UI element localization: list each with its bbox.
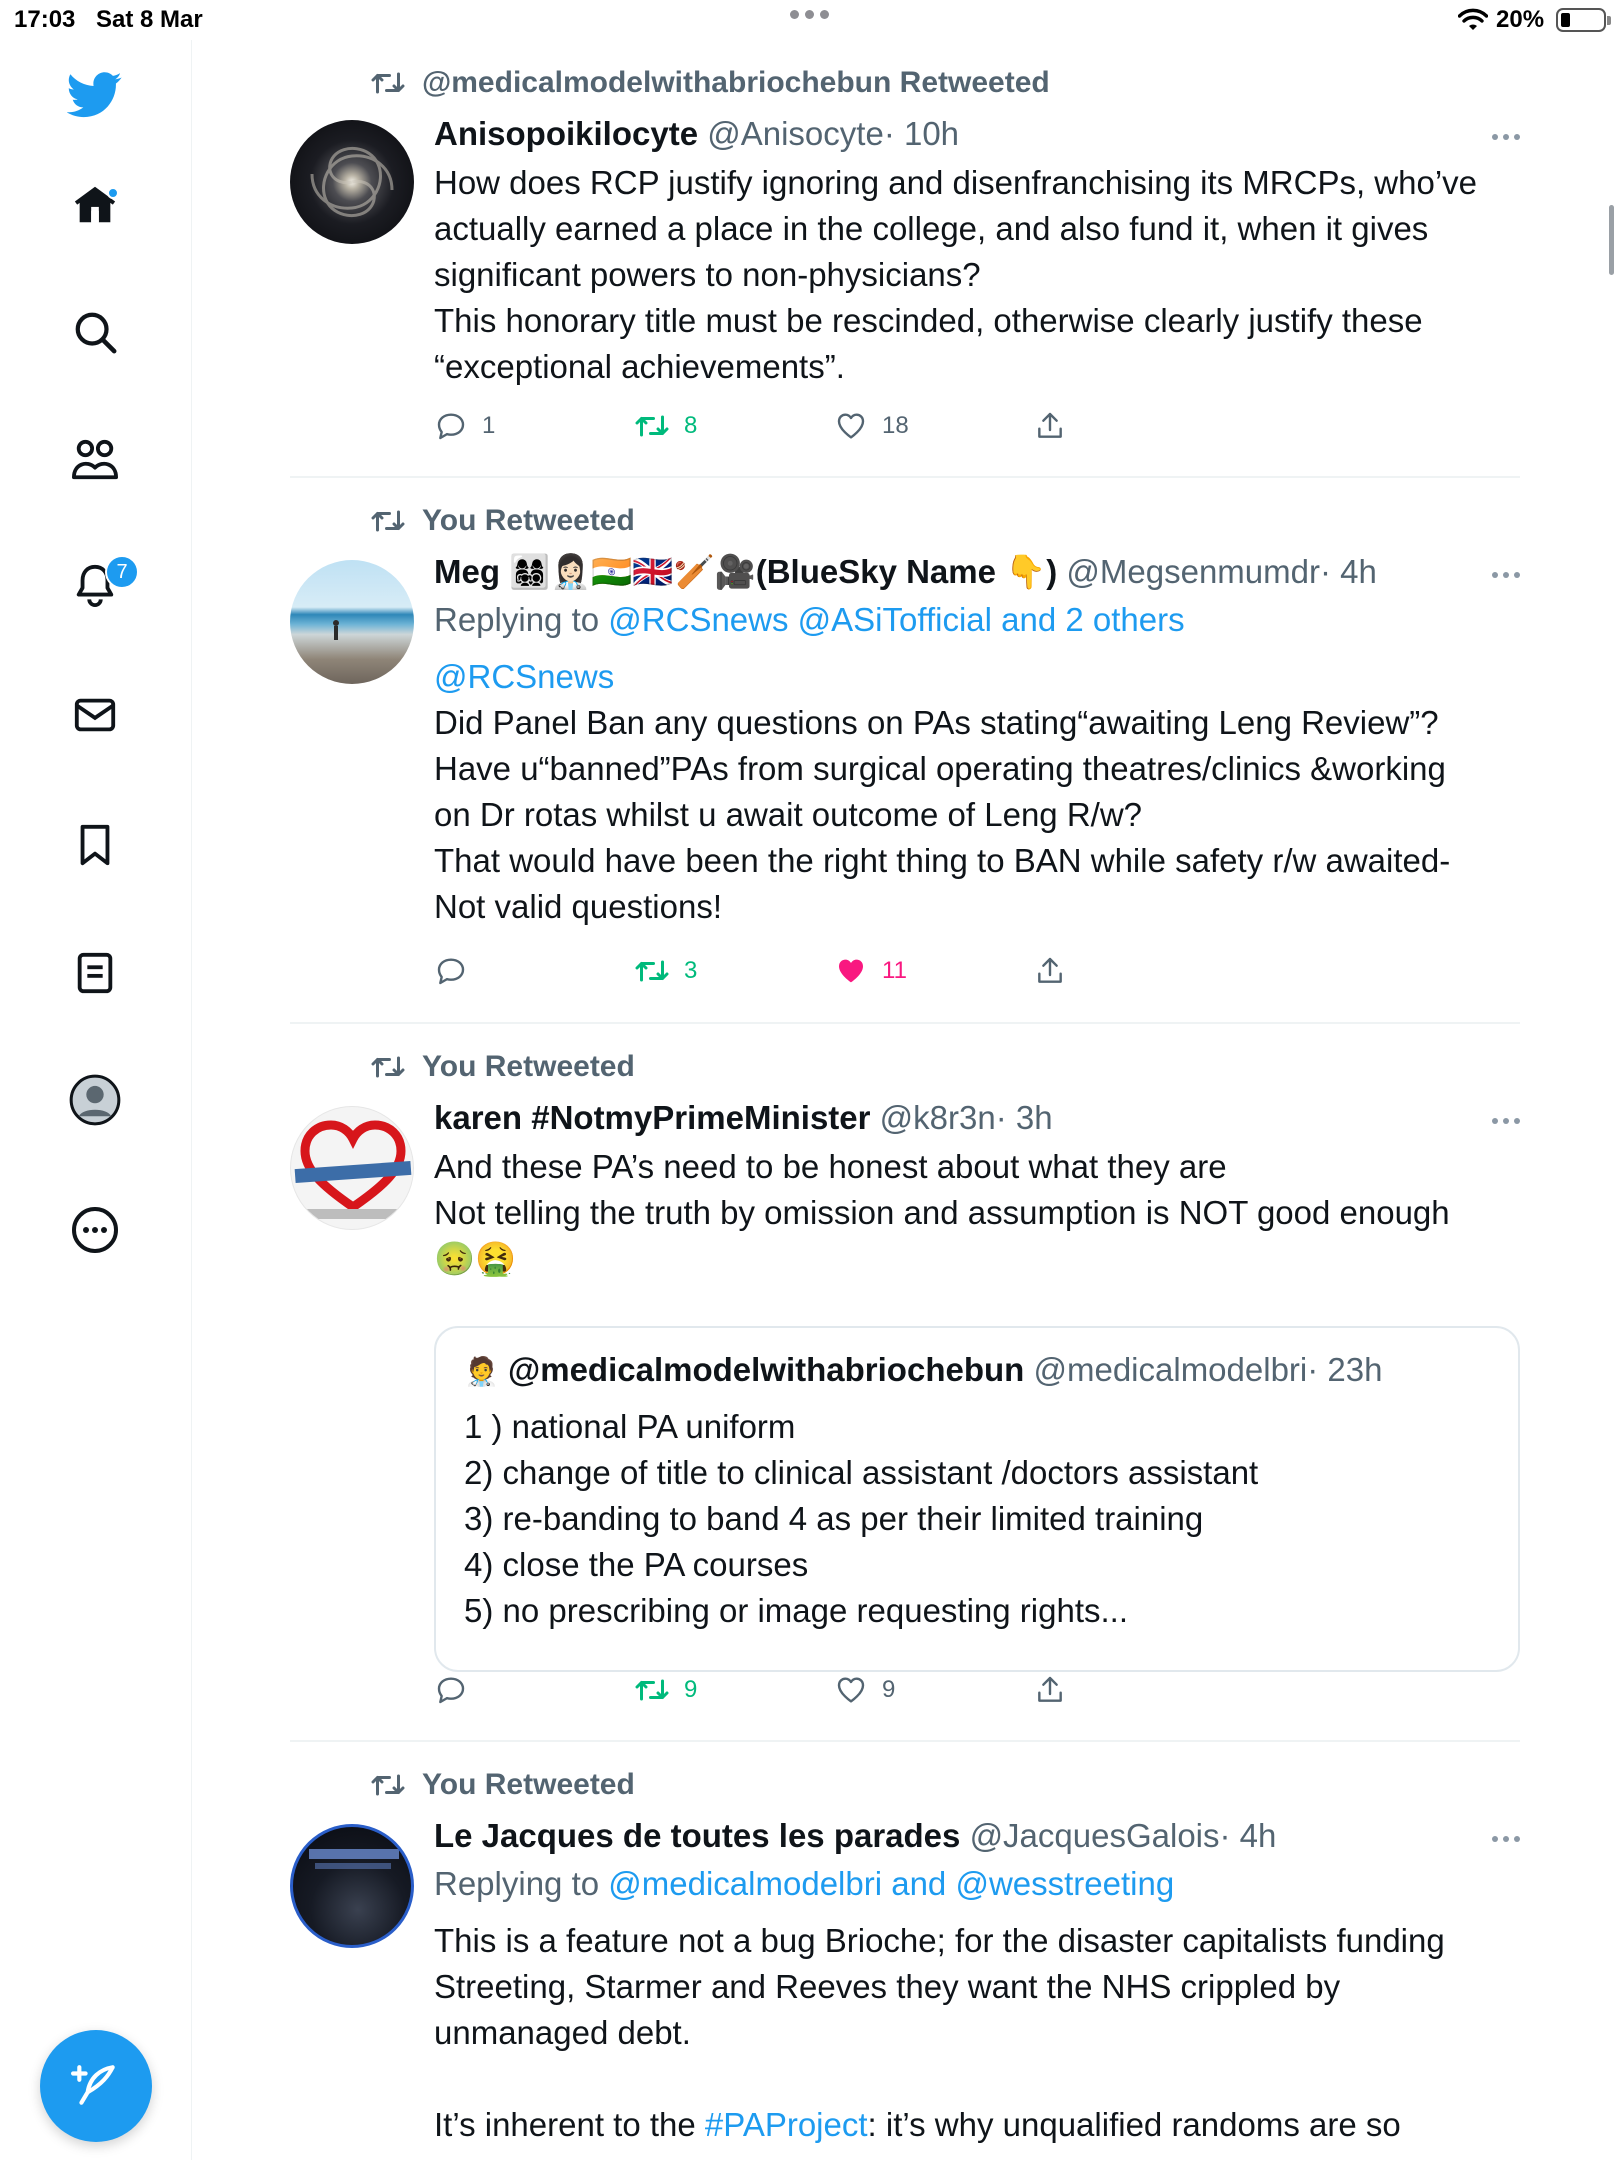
- quoted-text-line: 2) change of title to clinical assistant /doctors assistant: [464, 1454, 1259, 1491]
- battery-icon: [1556, 8, 1606, 32]
- status-date: Sat 8 Mar: [96, 6, 203, 33]
- avatar[interactable]: [290, 1106, 414, 1230]
- avatar[interactable]: [290, 560, 414, 684]
- like-button[interactable]: [834, 410, 1034, 442]
- more-options-button[interactable]: [1480, 572, 1520, 578]
- retweet-button[interactable]: [634, 410, 834, 442]
- sidebar: [0, 40, 192, 2160]
- like-count: 18: [882, 412, 909, 439]
- retweet-context-label: You Retweeted: [422, 1768, 635, 1801]
- like-button[interactable]: [834, 955, 1034, 987]
- retweet-context: [370, 1050, 635, 1084]
- like-count: 11: [882, 957, 907, 984]
- text-segment: It’s inherent to the: [434, 2106, 705, 2143]
- reply-icon: [434, 955, 468, 987]
- quoted-tweet-text: [464, 1404, 1490, 1634]
- quoted-text-line: 1 ) national PA uniform: [464, 1408, 796, 1445]
- tweet-text: [434, 654, 1520, 930]
- tweet-header: [434, 1098, 1520, 1138]
- dark-screen-avatar-image: [293, 1827, 414, 1948]
- timeline-feed: [192, 40, 1590, 2160]
- quoted-handle: @medicalmodelbri: [1033, 1351, 1308, 1388]
- replying-to: [434, 1862, 1520, 1906]
- timestamp[interactable]: · 3h: [995, 1099, 1053, 1136]
- tweet-emoji-line: 🤢🤮: [434, 1240, 517, 1277]
- more-options-button[interactable]: [1480, 1836, 1520, 1842]
- lists-icon[interactable]: [65, 943, 125, 1003]
- display-name[interactable]: Anisopoikilocyte: [434, 115, 699, 152]
- handle[interactable]: @k8r3n: [879, 1099, 996, 1136]
- more-options-button[interactable]: [1480, 1118, 1520, 1124]
- reply-button[interactable]: [434, 410, 634, 442]
- reply-count: 1: [482, 412, 496, 439]
- tweet-text-line: This is a feature not a bug Brioche; for the disaster capitalists funding: [434, 1922, 1445, 1959]
- battery-percent: 20%: [1496, 6, 1545, 33]
- retweet-context-label: You Retweeted: [422, 1050, 635, 1083]
- retweet-context: [370, 1768, 635, 1802]
- messages-icon[interactable]: [65, 685, 125, 745]
- retweet-button[interactable]: [634, 1674, 834, 1706]
- tweet-actions: [434, 410, 1234, 442]
- like-count: 9: [882, 1676, 896, 1703]
- retweet-icon: [370, 68, 406, 98]
- tweet-text-line: How does RCP justify ignoring and disenfranchising its MRCPs, who’ve: [434, 164, 1478, 201]
- feather-plus-icon: [71, 2061, 121, 2111]
- handle[interactable]: @JacquesGalois: [969, 1817, 1220, 1854]
- tweet[interactable]: [290, 1024, 1520, 1742]
- retweet-icon: [370, 1052, 406, 1082]
- more-options-button[interactable]: [1480, 134, 1520, 140]
- retweet-icon: [370, 506, 406, 536]
- text-segment: : it’s why unqualified randoms are so: [867, 2106, 1401, 2143]
- reply-button[interactable]: [434, 955, 634, 987]
- tweet[interactable]: [290, 1742, 1520, 2160]
- retweet-context-label: You Retweeted: [422, 504, 635, 537]
- more-options-icon[interactable]: [65, 1200, 125, 1260]
- twitter-logo-icon[interactable]: [65, 65, 125, 125]
- tweet-header: [434, 114, 1520, 154]
- tweet-text-line: Have u“banned”PAs from surgical operating theatres/clinics &working: [434, 750, 1446, 787]
- retweet-button[interactable]: [634, 955, 834, 987]
- quoted-avatar: 🧑‍⚕️: [464, 1356, 499, 1387]
- timestamp[interactable]: · 4h: [1319, 553, 1377, 590]
- multitasking-dots[interactable]: [790, 10, 829, 19]
- notifications-bell-icon[interactable]: [65, 555, 128, 615]
- quoted-text-line: 4) close the PA courses: [464, 1546, 809, 1583]
- handle[interactable]: @Megsenmumdr: [1066, 553, 1320, 590]
- quoted-timestamp: · 23h: [1307, 1351, 1383, 1388]
- retweet-count: 3: [684, 957, 698, 984]
- retweet-context: [370, 504, 635, 538]
- tweet-text-line: actually earned a place in the college, and also fund it, when it gives: [434, 210, 1429, 247]
- tweet-text-line: [434, 2102, 1520, 2148]
- status-time: 17:03: [14, 6, 76, 33]
- replying-to-link[interactable]: @medicalmodelbri and @wesstreeting: [608, 1865, 1175, 1902]
- beach-avatar-image: [290, 560, 414, 684]
- tweet-text: [434, 1144, 1520, 1282]
- tweet-text-line: significant powers to non-physicians?: [434, 256, 981, 293]
- reply-icon: [434, 1674, 468, 1706]
- share-icon: [1034, 955, 1066, 987]
- home-notification-dot: [107, 187, 119, 199]
- heart-icon: [834, 1674, 868, 1706]
- replying-to-prefix: Replying to: [434, 1865, 600, 1902]
- quoted-text-line: 5) no prescribing or image requesting rights...: [464, 1592, 1128, 1629]
- tweet-header: [434, 1816, 1520, 1856]
- search-icon[interactable]: [65, 302, 125, 362]
- tweet[interactable]: [290, 478, 1520, 1024]
- timestamp[interactable]: · 4h: [1219, 1817, 1277, 1854]
- display-name[interactable]: karen #NotmyPrimeMinister: [434, 1099, 871, 1136]
- scrollbar-thumb[interactable]: [1609, 205, 1614, 275]
- quoted-tweet-header: [464, 1350, 1490, 1392]
- tweet-text-line: “exceptional achievements”.: [434, 348, 845, 385]
- retweet-icon: [634, 1675, 670, 1705]
- tweet-text-line: Streeting, Starmer and Reeves they want the NHS crippled by: [434, 1968, 1341, 2005]
- mention-link[interactable]: @RCSnews: [434, 658, 615, 695]
- retweet-icon: [634, 411, 670, 441]
- quoted-text-line: 3) re-banding to band 4 as per their limited training: [464, 1500, 1204, 1537]
- tweet-text-line: This honorary title must be rescinded, otherwise clearly justify these: [434, 302, 1423, 339]
- compose-tweet-button[interactable]: [40, 2030, 152, 2142]
- hashtag-link[interactable]: #PAProject: [704, 2106, 868, 2143]
- tweet-text: [434, 1918, 1520, 2148]
- tweet-text-line: Did Panel Ban any questions on PAs stating“awaiting Leng Review”?: [434, 704, 1439, 741]
- reply-button[interactable]: [434, 1674, 634, 1706]
- tweet-text: [434, 160, 1520, 390]
- tweet-text-line: Not telling the truth by omission and assumption is NOT good enough: [434, 1194, 1450, 1231]
- heart-filled-icon: [834, 955, 868, 987]
- retweet-context: [370, 66, 1050, 100]
- communities-icon[interactable]: [65, 430, 125, 490]
- tweet-actions: [434, 1674, 1234, 1706]
- tweet-text-line: And these PA’s need to be honest about what they are: [434, 1148, 1227, 1185]
- replying-to-link[interactable]: @RCSnews @ASiTofficial and 2 others: [608, 601, 1185, 638]
- retweet-icon: [634, 956, 670, 986]
- share-icon: [1034, 410, 1066, 442]
- share-icon: [1034, 1674, 1066, 1706]
- share-button[interactable]: [1034, 955, 1234, 987]
- avatar[interactable]: [290, 120, 414, 244]
- heart-icon: [834, 410, 868, 442]
- share-button[interactable]: [1034, 1674, 1234, 1706]
- tweet[interactable]: [290, 40, 1520, 478]
- notifications-badge: 7: [105, 555, 139, 589]
- tweet-actions: [434, 955, 1234, 987]
- retweet-context-label: @medicalmodelwithabriochebun Retweeted: [422, 66, 1050, 99]
- tweet-text-line: That would have been the right thing to BAN while safety r/w awaited-: [434, 842, 1451, 879]
- replying-to: [434, 598, 1520, 642]
- retweet-icon: [370, 1770, 406, 1800]
- tweet-text-line: on Dr rotas whilst u await outcome of Leng R/w?: [434, 796, 1143, 833]
- reply-icon: [434, 410, 468, 442]
- share-button[interactable]: [1034, 410, 1234, 442]
- profile-avatar-icon[interactable]: [65, 1070, 125, 1130]
- home-icon[interactable]: [65, 175, 125, 235]
- display-name[interactable]: Le Jacques de toutes les parades: [434, 1817, 961, 1854]
- retweet-count: 9: [684, 1676, 698, 1703]
- status-bar: [0, 0, 1620, 40]
- handle[interactable]: @Anisocyte: [707, 115, 884, 152]
- retweet-count: 8: [684, 412, 698, 439]
- galaxy-avatar-image: [290, 120, 414, 244]
- timestamp[interactable]: · 10h: [883, 115, 960, 152]
- bookmarks-icon[interactable]: [65, 815, 125, 875]
- display-name[interactable]: Meg 👩‍👩‍👧‍👦👩🏻‍⚕️🇮🇳🇬🇧🏏🎥(BlueSky Name 👇): [434, 553, 1058, 590]
- quoted-tweet[interactable]: [434, 1326, 1520, 1672]
- wifi-icon: [1458, 8, 1488, 39]
- avatar[interactable]: [290, 1824, 414, 1948]
- heart-logo-avatar-image: [291, 1107, 414, 1230]
- tweet-text-line: Not valid questions!: [434, 888, 722, 925]
- like-button[interactable]: [834, 1674, 1034, 1706]
- quoted-display-name: @medicalmodelwithabriochebun: [508, 1351, 1025, 1388]
- tweet-text-line: unmanaged debt.: [434, 2014, 691, 2051]
- replying-to-prefix: Replying to: [434, 601, 600, 638]
- tweet-header: [434, 552, 1520, 592]
